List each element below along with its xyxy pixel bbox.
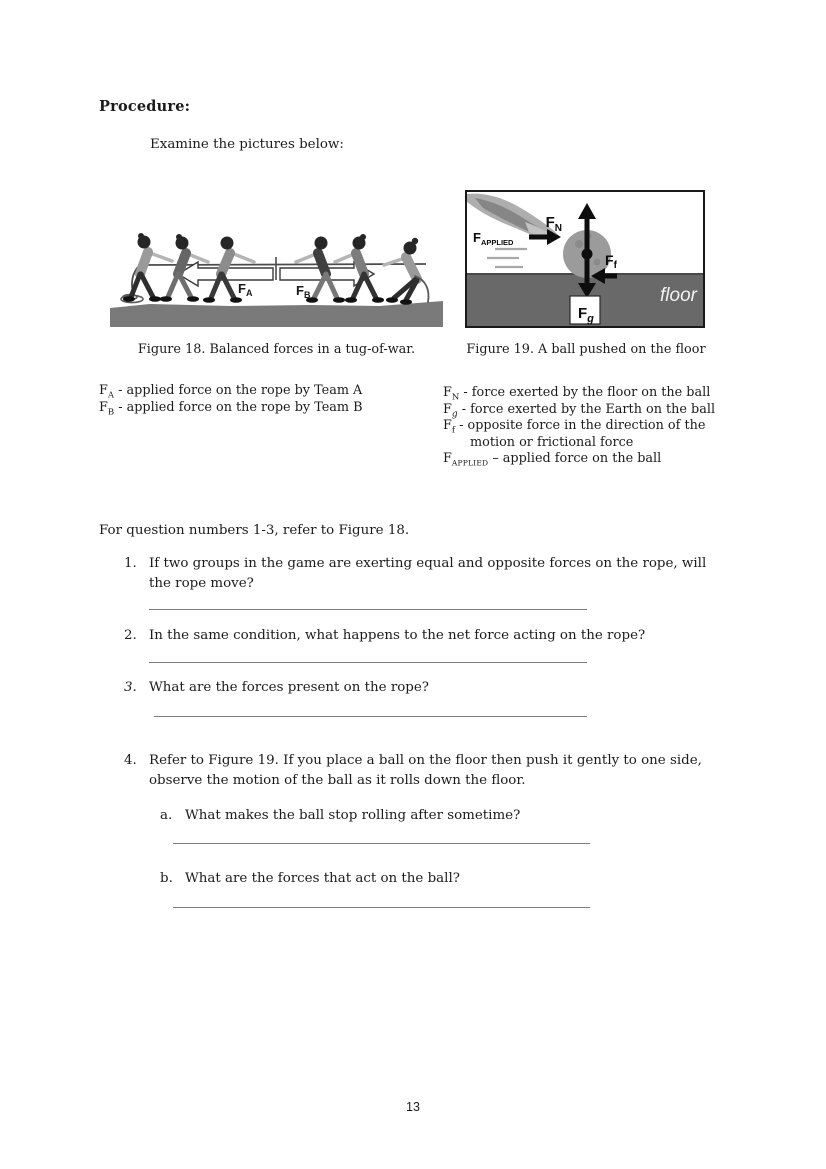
figure-19-ball-on-floor xyxy=(465,190,705,328)
question-text: What are the forces present on the rope? xyxy=(149,680,429,695)
motion-lines xyxy=(487,249,527,267)
definitions-team-forces xyxy=(99,383,429,416)
answer-line xyxy=(173,843,590,844)
tug-of-war-illustration xyxy=(110,228,443,327)
subquestion-text: What makes the ball stop rolling after sometime? xyxy=(185,808,521,823)
question-text: If two groups in the game are exerting equal and opposite forces on the rope, will the rope move? xyxy=(149,556,707,591)
figure-19-caption: Figure 19. A ball pushed on the floor xyxy=(466,342,706,357)
question-4a xyxy=(160,806,720,826)
question-number: 1. xyxy=(124,556,137,571)
person-figure-anchor xyxy=(384,238,428,305)
question-3 xyxy=(124,678,731,698)
question-text: In the same condition, what happens to the net force acting on the rope? xyxy=(149,628,646,643)
definition-fn: $F_N$ - force exerted by the floor on the ball xyxy=(443,385,711,403)
subquestion-letter: b. xyxy=(160,871,173,886)
definition-fb: $F_B$ - applied force on the rope by Team B xyxy=(99,399,363,418)
question-number: 3. xyxy=(124,680,137,695)
subquestion-text: What are the forces that act on the ball? xyxy=(185,871,460,886)
instructions-text: For question numbers 1-3, refer to Figure 18. xyxy=(99,523,410,538)
ground xyxy=(110,301,443,327)
question-4b xyxy=(160,869,720,889)
question-1 xyxy=(124,554,731,593)
figure-18-tug-of-war xyxy=(110,228,443,327)
intro-text: Examine the pictures below: xyxy=(150,137,344,152)
ball-forces-illustration xyxy=(467,192,703,326)
person-figure xyxy=(123,233,172,302)
answer-line xyxy=(154,716,587,717)
definition-fapplied: $F_{APPLIED}$ – applied force on the ball xyxy=(443,451,662,468)
definitions-ball-forces xyxy=(443,385,733,468)
figure-18-caption: Figure 18. Balanced forces in a tug-of-war. xyxy=(137,342,416,357)
subquestion-letter: a. xyxy=(160,808,173,823)
definition-ff: $F_f$ - opposite force in the direction of the xyxy=(443,418,706,436)
question-number: 2. xyxy=(124,628,137,643)
fg-label: $F_g$ xyxy=(578,305,594,325)
question-number: 4. xyxy=(124,753,137,768)
fn-label: $F_N$ xyxy=(545,214,562,234)
force-b-label: $F_B$ xyxy=(296,283,311,300)
question-2 xyxy=(124,626,731,646)
ff-label: $F_f$ xyxy=(605,252,617,271)
question-4 xyxy=(124,751,731,790)
answer-line xyxy=(173,907,590,908)
floor-label: floor xyxy=(660,285,697,306)
answer-line xyxy=(149,662,587,663)
definition-fg: $F_g$ - force exerted by the Earth on the ball xyxy=(443,401,716,420)
page-title: Procedure: xyxy=(99,98,191,115)
force-a-label: $F_A$ xyxy=(238,281,253,298)
fapplied-label: $F_{APPLIED}$ xyxy=(473,230,514,247)
question-text: Refer to Figure 19. If you place a ball on the floor then push it gently to one side, observe the motion of the ball as it rolls down the floor. xyxy=(149,753,702,788)
page-number: 13 xyxy=(406,1100,420,1114)
definition-fa: $F_A$ - applied force on the rope by Team A xyxy=(99,383,363,401)
definition-ff-continued: motion or frictional force xyxy=(470,434,634,450)
answer-line xyxy=(149,609,587,610)
